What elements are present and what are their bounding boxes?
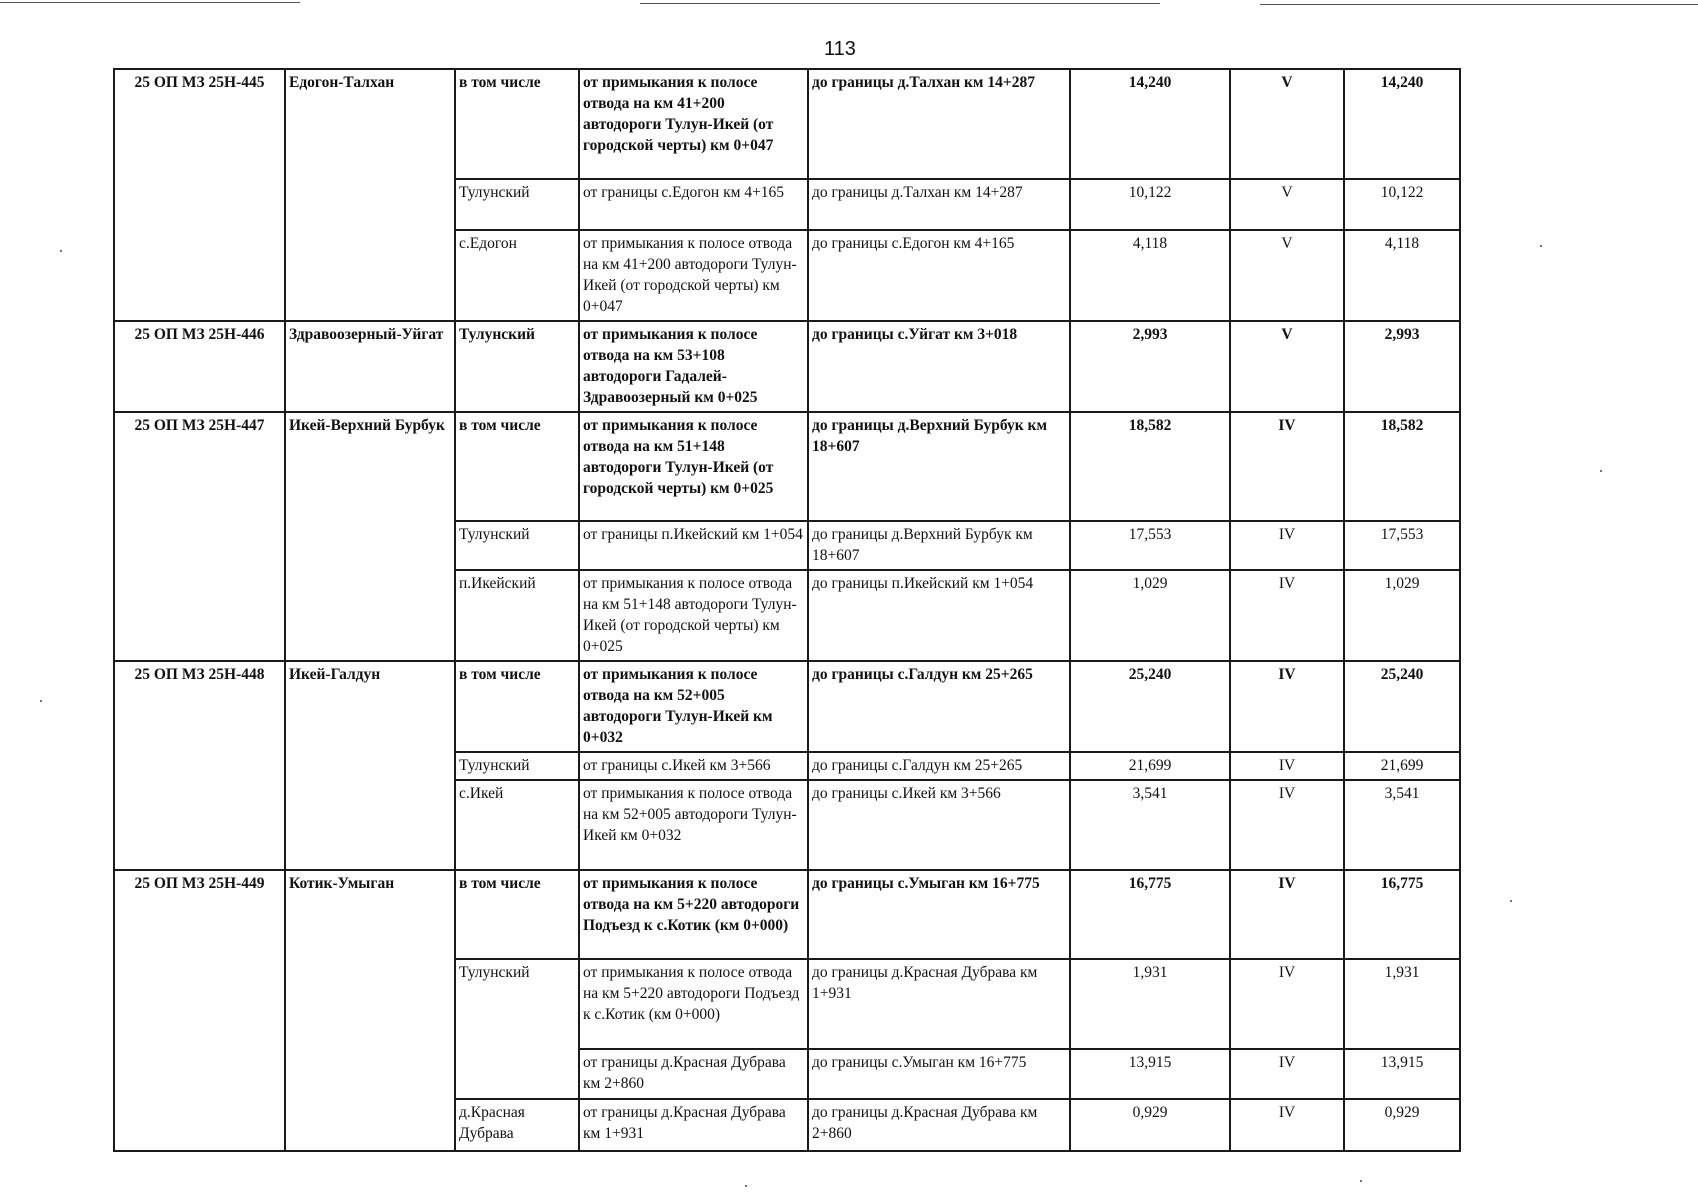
scan-speck (40, 700, 42, 702)
length-cell: 14,240 (1070, 69, 1230, 179)
length-cell: 3,541 (1070, 780, 1230, 870)
length-cell: 0,929 (1070, 1099, 1230, 1151)
scan-speck (60, 250, 62, 252)
length-cell: 1,931 (1070, 959, 1230, 1049)
road-name: Икей-Верхний Бурбук (285, 412, 455, 661)
to-cell: до границы д.Верхний Бурбук км 18+607 (808, 412, 1070, 521)
area-cell: д.Красная Дубрава (455, 1099, 579, 1151)
area-cell: Тулунский (455, 959, 579, 1099)
category-cell: V (1230, 230, 1344, 321)
to-cell: до границы с.Галдун км 25+265 (808, 661, 1070, 752)
category-cell: IV (1230, 570, 1344, 661)
category-cell: IV (1230, 1099, 1344, 1151)
to-cell: до границы д.Красная Дубрава км 1+931 (808, 959, 1070, 1049)
from-cell: от примыкания к полосе отвода на км 51+148 автодороги Тулун-Икей (от городской черты) км 0+025 (579, 570, 808, 661)
area-cell: в том числе (455, 870, 579, 959)
length-cell: 4,118 (1070, 230, 1230, 321)
length-cell: 25,240 (1070, 661, 1230, 752)
length-cell: 21,699 (1070, 752, 1230, 780)
total-cell: 25,240 (1344, 661, 1460, 752)
total-cell: 16,775 (1344, 870, 1460, 959)
road-name: Здравоозерный-Уйгат (285, 321, 455, 412)
category-cell: IV (1230, 870, 1344, 959)
category-cell: V (1230, 69, 1344, 179)
to-cell: до границы с.Умыган км 16+775 (808, 870, 1070, 959)
to-cell: до границы д.Талхан км 14+287 (808, 179, 1070, 230)
category-cell: V (1230, 321, 1344, 412)
to-cell: до границы с.Галдун км 25+265 (808, 752, 1070, 780)
area-cell: Тулунский (455, 179, 579, 230)
road-name: Едогон-Талхан (285, 69, 455, 321)
road-code: 25 ОП МЗ 25Н-447 (114, 412, 285, 661)
to-cell: до границы п.Икейский км 1+054 (808, 570, 1070, 661)
from-cell: от примыкания к полосе отвода на км 41+200 автодороги Тулун-Икей (от городской черты) км 0+047 (579, 69, 808, 179)
to-cell: до границы д.Красная Дубрава км 2+860 (808, 1099, 1070, 1151)
to-cell: до границы с.Икей км 3+566 (808, 780, 1070, 870)
from-cell: от примыкания к полосе отвода на км 52+005 автодороги Тулун-Икей км 0+032 (579, 780, 808, 870)
to-cell: до границы д.Талхан км 14+287 (808, 69, 1070, 179)
table-row (114, 412, 1460, 521)
from-cell: от границы с.Едогон км 4+165 (579, 179, 808, 230)
area-cell: с.Едогон (455, 230, 579, 321)
category-cell: IV (1230, 752, 1344, 780)
from-cell: от примыкания к полосе отвода на км 53+108 автодороги Гадалей-Здравоозерный км 0+025 (579, 321, 808, 412)
from-cell: от границы п.Икейский км 1+054 (579, 521, 808, 570)
table-row (114, 870, 1460, 959)
scan-speck (745, 1185, 747, 1187)
from-cell: от примыкания к полосе отвода на км 51+148 автодороги Тулун-Икей (от городской черты) км 0+025 (579, 412, 808, 521)
scan-speck (1540, 245, 1542, 247)
category-cell: IV (1230, 412, 1344, 521)
scan-edge-line (1260, 4, 1698, 5)
total-cell: 10,122 (1344, 179, 1460, 230)
total-cell: 18,582 (1344, 412, 1460, 521)
length-cell: 10,122 (1070, 179, 1230, 230)
length-cell: 1,029 (1070, 570, 1230, 661)
from-cell: от границы с.Икей км 3+566 (579, 752, 808, 780)
total-cell: 3,541 (1344, 780, 1460, 870)
category-cell: IV (1230, 521, 1344, 570)
scan-speck (1510, 900, 1512, 902)
to-cell: до границы с.Едогон км 4+165 (808, 230, 1070, 321)
from-cell: от примыкания к полосе отвода на км 52+005 автодороги Тулун-Икей км 0+032 (579, 661, 808, 752)
road-code: 25 ОП МЗ 25Н-446 (114, 321, 285, 412)
scan-edge-line (640, 3, 1160, 4)
road-name: Котик-Умыган (285, 870, 455, 1151)
road-code: 25 ОП МЗ 25Н-448 (114, 661, 285, 870)
area-cell: в том числе (455, 69, 579, 179)
total-cell: 1,029 (1344, 570, 1460, 661)
category-cell: IV (1230, 959, 1344, 1049)
total-cell: 2,993 (1344, 321, 1460, 412)
from-cell: от примыкания к полосе отвода на км 5+220 автодороги Подъезд к с.Котик (км 0+000) (579, 870, 808, 959)
category-cell: IV (1230, 1049, 1344, 1099)
from-cell: от примыкания к полосе отвода на км 5+220 автодороги Подъезд к с.Котик (км 0+000) (579, 959, 808, 1049)
total-cell: 14,240 (1344, 69, 1460, 179)
from-cell: от примыкания к полосе отвода на км 41+200 автодороги Тулун-Икей (от городской черты) км 0+047 (579, 230, 808, 321)
total-cell: 13,915 (1344, 1049, 1460, 1099)
area-cell: в том числе (455, 412, 579, 521)
total-cell: 17,553 (1344, 521, 1460, 570)
table-row (114, 321, 1460, 412)
table-row (114, 69, 1460, 179)
length-cell: 13,915 (1070, 1049, 1230, 1099)
to-cell: до границы с.Уйгат км 3+018 (808, 321, 1070, 412)
area-cell: с.Икей (455, 780, 579, 870)
area-cell: п.Икейский (455, 570, 579, 661)
from-cell: от границы д.Красная Дубрава км 1+931 (579, 1099, 808, 1151)
from-cell: от границы д.Красная Дубрава км 2+860 (579, 1049, 808, 1099)
to-cell: до границы с.Умыган км 16+775 (808, 1049, 1070, 1099)
table-row (114, 661, 1460, 752)
total-cell: 0,929 (1344, 1099, 1460, 1151)
road-name: Икей-Галдун (285, 661, 455, 870)
scan-speck (1600, 470, 1602, 472)
area-cell: Тулунский (455, 321, 579, 412)
length-cell: 16,775 (1070, 870, 1230, 959)
area-cell: в том числе (455, 661, 579, 752)
road-code: 25 ОП МЗ 25Н-449 (114, 870, 285, 1151)
roads-table (113, 68, 1461, 1152)
scan-edge-line (0, 2, 300, 3)
road-code: 25 ОП МЗ 25Н-445 (114, 69, 285, 321)
total-cell: 21,699 (1344, 752, 1460, 780)
category-cell: IV (1230, 661, 1344, 752)
area-cell: Тулунский (455, 521, 579, 570)
category-cell: IV (1230, 780, 1344, 870)
length-cell: 18,582 (1070, 412, 1230, 521)
total-cell: 1,931 (1344, 959, 1460, 1049)
scan-speck (1360, 1180, 1362, 1182)
total-cell: 4,118 (1344, 230, 1460, 321)
length-cell: 2,993 (1070, 321, 1230, 412)
area-cell: Тулунский (455, 752, 579, 780)
length-cell: 17,553 (1070, 521, 1230, 570)
page-number: 113 (824, 38, 856, 60)
to-cell: до границы д.Верхний Бурбук км 18+607 (808, 521, 1070, 570)
category-cell: V (1230, 179, 1344, 230)
